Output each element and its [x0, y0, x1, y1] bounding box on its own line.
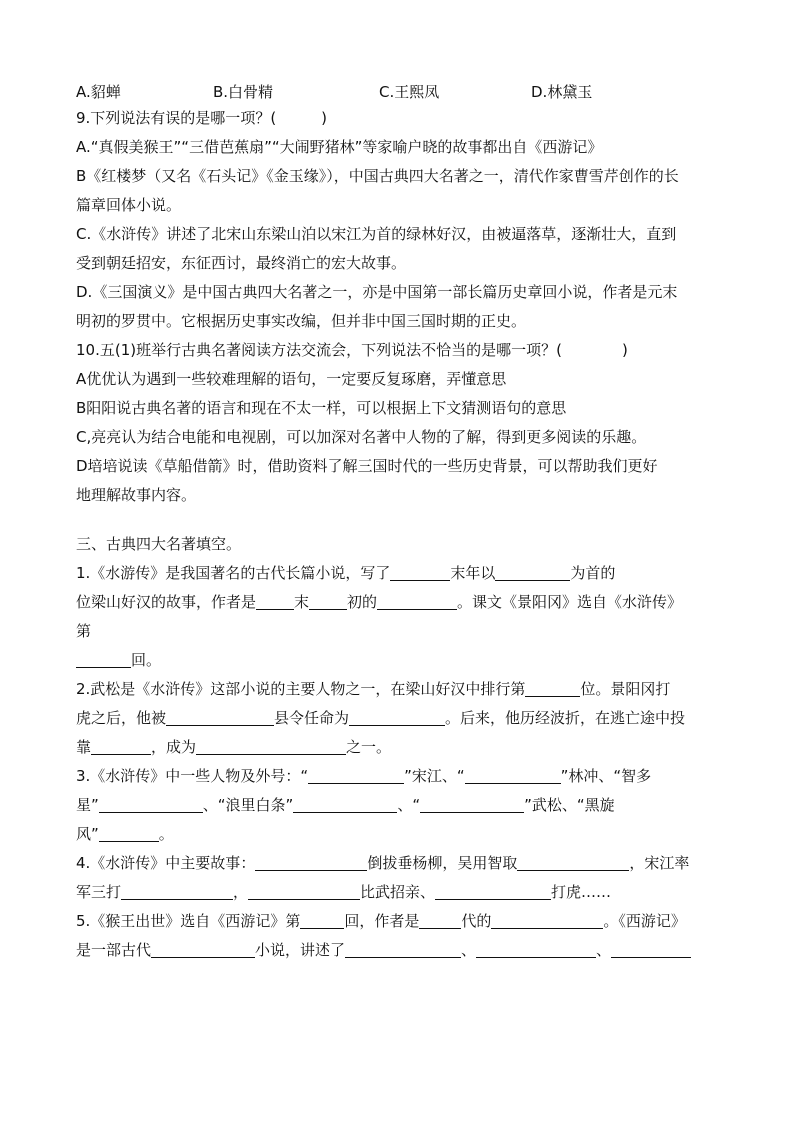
text: 靠 [76, 738, 92, 756]
text: 之一。 [346, 738, 392, 756]
text: 1.《水游传》是我国著名的古代长篇小说，写了 [76, 564, 391, 582]
fill-5-line1 [76, 907, 720, 936]
blank[interactable] [248, 883, 360, 900]
blank[interactable] [99, 825, 159, 842]
q9-option-d-line1: D.《三国演义》是中国古典四大名著之一，亦是中国第一部长篇历史章回小说，作者是元末 [76, 283, 678, 301]
q9-option-c-line2: 受到朝廷招安，东征西讨，最终消亡的宏大故事。 [76, 254, 407, 272]
fill-2-line2 [76, 704, 720, 733]
fill-2-line1 [76, 675, 720, 704]
blank[interactable] [377, 593, 457, 610]
text: 。 [158, 825, 174, 843]
text: 位梁山好汉的故事，作者是 [76, 593, 257, 611]
text: 。后来，他历经波折，在逃亡途中投 [445, 709, 686, 727]
section-3-title: 三、古典四大名著填空。 [76, 535, 242, 553]
text: 5.《猴王出世》选自《西游记》第 [76, 912, 301, 930]
fill-1-line4 [76, 646, 720, 675]
text: ”林冲、“智多 [560, 767, 652, 785]
text: 回，作者是 [344, 912, 420, 930]
text: 回。 [131, 651, 162, 669]
blank[interactable] [196, 738, 346, 755]
blank[interactable] [491, 912, 603, 929]
fill-5-line2 [76, 936, 720, 965]
fill-4-line1 [76, 849, 720, 878]
text: 、“浪里白条” [202, 796, 294, 814]
blank[interactable] [349, 709, 445, 726]
text: 、“ [397, 796, 421, 814]
text: 虎之后，他被 [76, 709, 167, 727]
text: 末 [294, 593, 310, 611]
q8-option-b: B.白骨精 [213, 83, 274, 101]
text: 、 [596, 941, 612, 959]
text: 4.《水浒传》中主要故事： [76, 854, 256, 872]
q9-option-c-line1: C.《水浒传》讲述了北宋山东梁山泊以宋江为首的绿林好汉，由被逼落草，逐渐壮大，直到 [76, 225, 677, 243]
fill-3-line1 [76, 762, 720, 791]
text: 末年以 [450, 564, 496, 582]
text: 星” [76, 796, 99, 814]
blank[interactable] [255, 854, 367, 871]
blank[interactable] [476, 941, 596, 958]
q8-options [76, 80, 720, 104]
blank[interactable] [420, 796, 524, 813]
text: 位。景阳冈打 [580, 680, 671, 698]
blank[interactable] [308, 767, 404, 784]
text: 军三打 [76, 883, 122, 901]
fill-3-line2 [76, 791, 720, 820]
fill-3-line3 [76, 820, 720, 849]
text: 小说，讲述了 [255, 941, 346, 959]
blank[interactable] [517, 854, 629, 871]
blank[interactable] [76, 651, 131, 668]
blank[interactable] [121, 883, 233, 900]
q10-option-c: C,亮亮认为结合电能和电视剧，可以加深对名著中人物的了解，得到更多阅读的乐趣。 [76, 428, 647, 446]
fill-1-line3: 第 [76, 622, 92, 640]
q10-option-d-line2: 地理解故事内容。 [76, 486, 197, 504]
blank[interactable] [345, 941, 461, 958]
q10-stem: 10.五(1)班举行古典名著阅读方法交流会，下列说法不恰当的是哪一项？( ) [76, 341, 628, 359]
fill-2-line3 [76, 733, 720, 762]
blank[interactable] [99, 796, 203, 813]
blank[interactable] [465, 767, 561, 784]
q8-option-d: D.林黛玉 [531, 83, 593, 101]
blank[interactable] [300, 912, 344, 929]
blank[interactable] [419, 912, 461, 929]
q9-stem: 9.下列说法有误的是哪一项？( ) [76, 109, 328, 127]
text: ，宋江率 [629, 854, 690, 872]
text: 为首的 [570, 564, 616, 582]
text: 比武招亲、 [360, 883, 436, 901]
q9-option-b-line2: 篇章回体小说。 [76, 196, 182, 214]
text: 风” [76, 825, 99, 843]
q10-option-d-line1: D培培说读《草船借箭》时，借助资料了解三国时代的一些历史背景，可以帮助我们更好 [76, 457, 658, 475]
q8-option-a: A.貂蝉 [76, 83, 121, 101]
text: ”宋江、“ [404, 767, 465, 785]
text: 。课文《景阳冈》选自《水浒传》 [457, 593, 683, 611]
text: ， [233, 883, 249, 901]
text: 。《西游记》 [603, 912, 686, 930]
text: 3.《水浒传》中一些人物及外号：“ [76, 767, 309, 785]
blank[interactable] [525, 680, 580, 697]
blank[interactable] [91, 738, 151, 755]
blank[interactable] [495, 564, 570, 581]
text: 是一部古代 [76, 941, 152, 959]
fill-1-line1 [76, 559, 720, 588]
text: 、 [461, 941, 477, 959]
blank[interactable] [309, 593, 347, 610]
blank[interactable] [166, 709, 274, 726]
text: 打虎…… [551, 883, 612, 901]
blank[interactable] [293, 796, 397, 813]
q10-option-b: B阳阳说古典名著的语言和现在不太一样，可以根据上下文猜测语句的意思 [76, 399, 567, 417]
text: 初的 [347, 593, 378, 611]
text: 县令任命为 [274, 709, 350, 727]
blank[interactable] [435, 883, 551, 900]
blank[interactable] [390, 564, 450, 581]
q9-option-a: A.“真假美猴王”“三借芭蕉扇”“大闹野猪林”等家喻户晓的故事都出自《西游记》 [76, 138, 603, 156]
fill-4-line2 [76, 878, 720, 907]
text: 倒拔垂杨柳，吴用智取 [367, 854, 518, 872]
q9-option-b-line1: B《红楼梦（又名《石头记》《金玉缘》），中国古典四大名著之一，清代作家曹雪芹创作的长 [76, 167, 679, 185]
text: 代的 [461, 912, 492, 930]
text: ”武松、“黑旋 [524, 796, 615, 814]
worksheet-page [76, 80, 720, 965]
fill-1-line2 [76, 588, 720, 617]
q8-option-c: C.王熙凤 [379, 83, 440, 101]
blank[interactable] [256, 593, 294, 610]
text: ，成为 [151, 738, 197, 756]
text: 2.武松是《水浒传》这部小说的主要人物之一，在梁山好汉中排行第 [76, 680, 526, 698]
blank[interactable] [611, 941, 691, 958]
q9-option-d-line2: 明初的罗贯中。它根据历史事实改编，但并非中国三国时期的正史。 [76, 312, 527, 330]
blank[interactable] [151, 941, 255, 958]
q10-option-a: A优优认为遇到一些较难理解的语句，一定要反复琢磨，弄懂意思 [76, 370, 507, 388]
